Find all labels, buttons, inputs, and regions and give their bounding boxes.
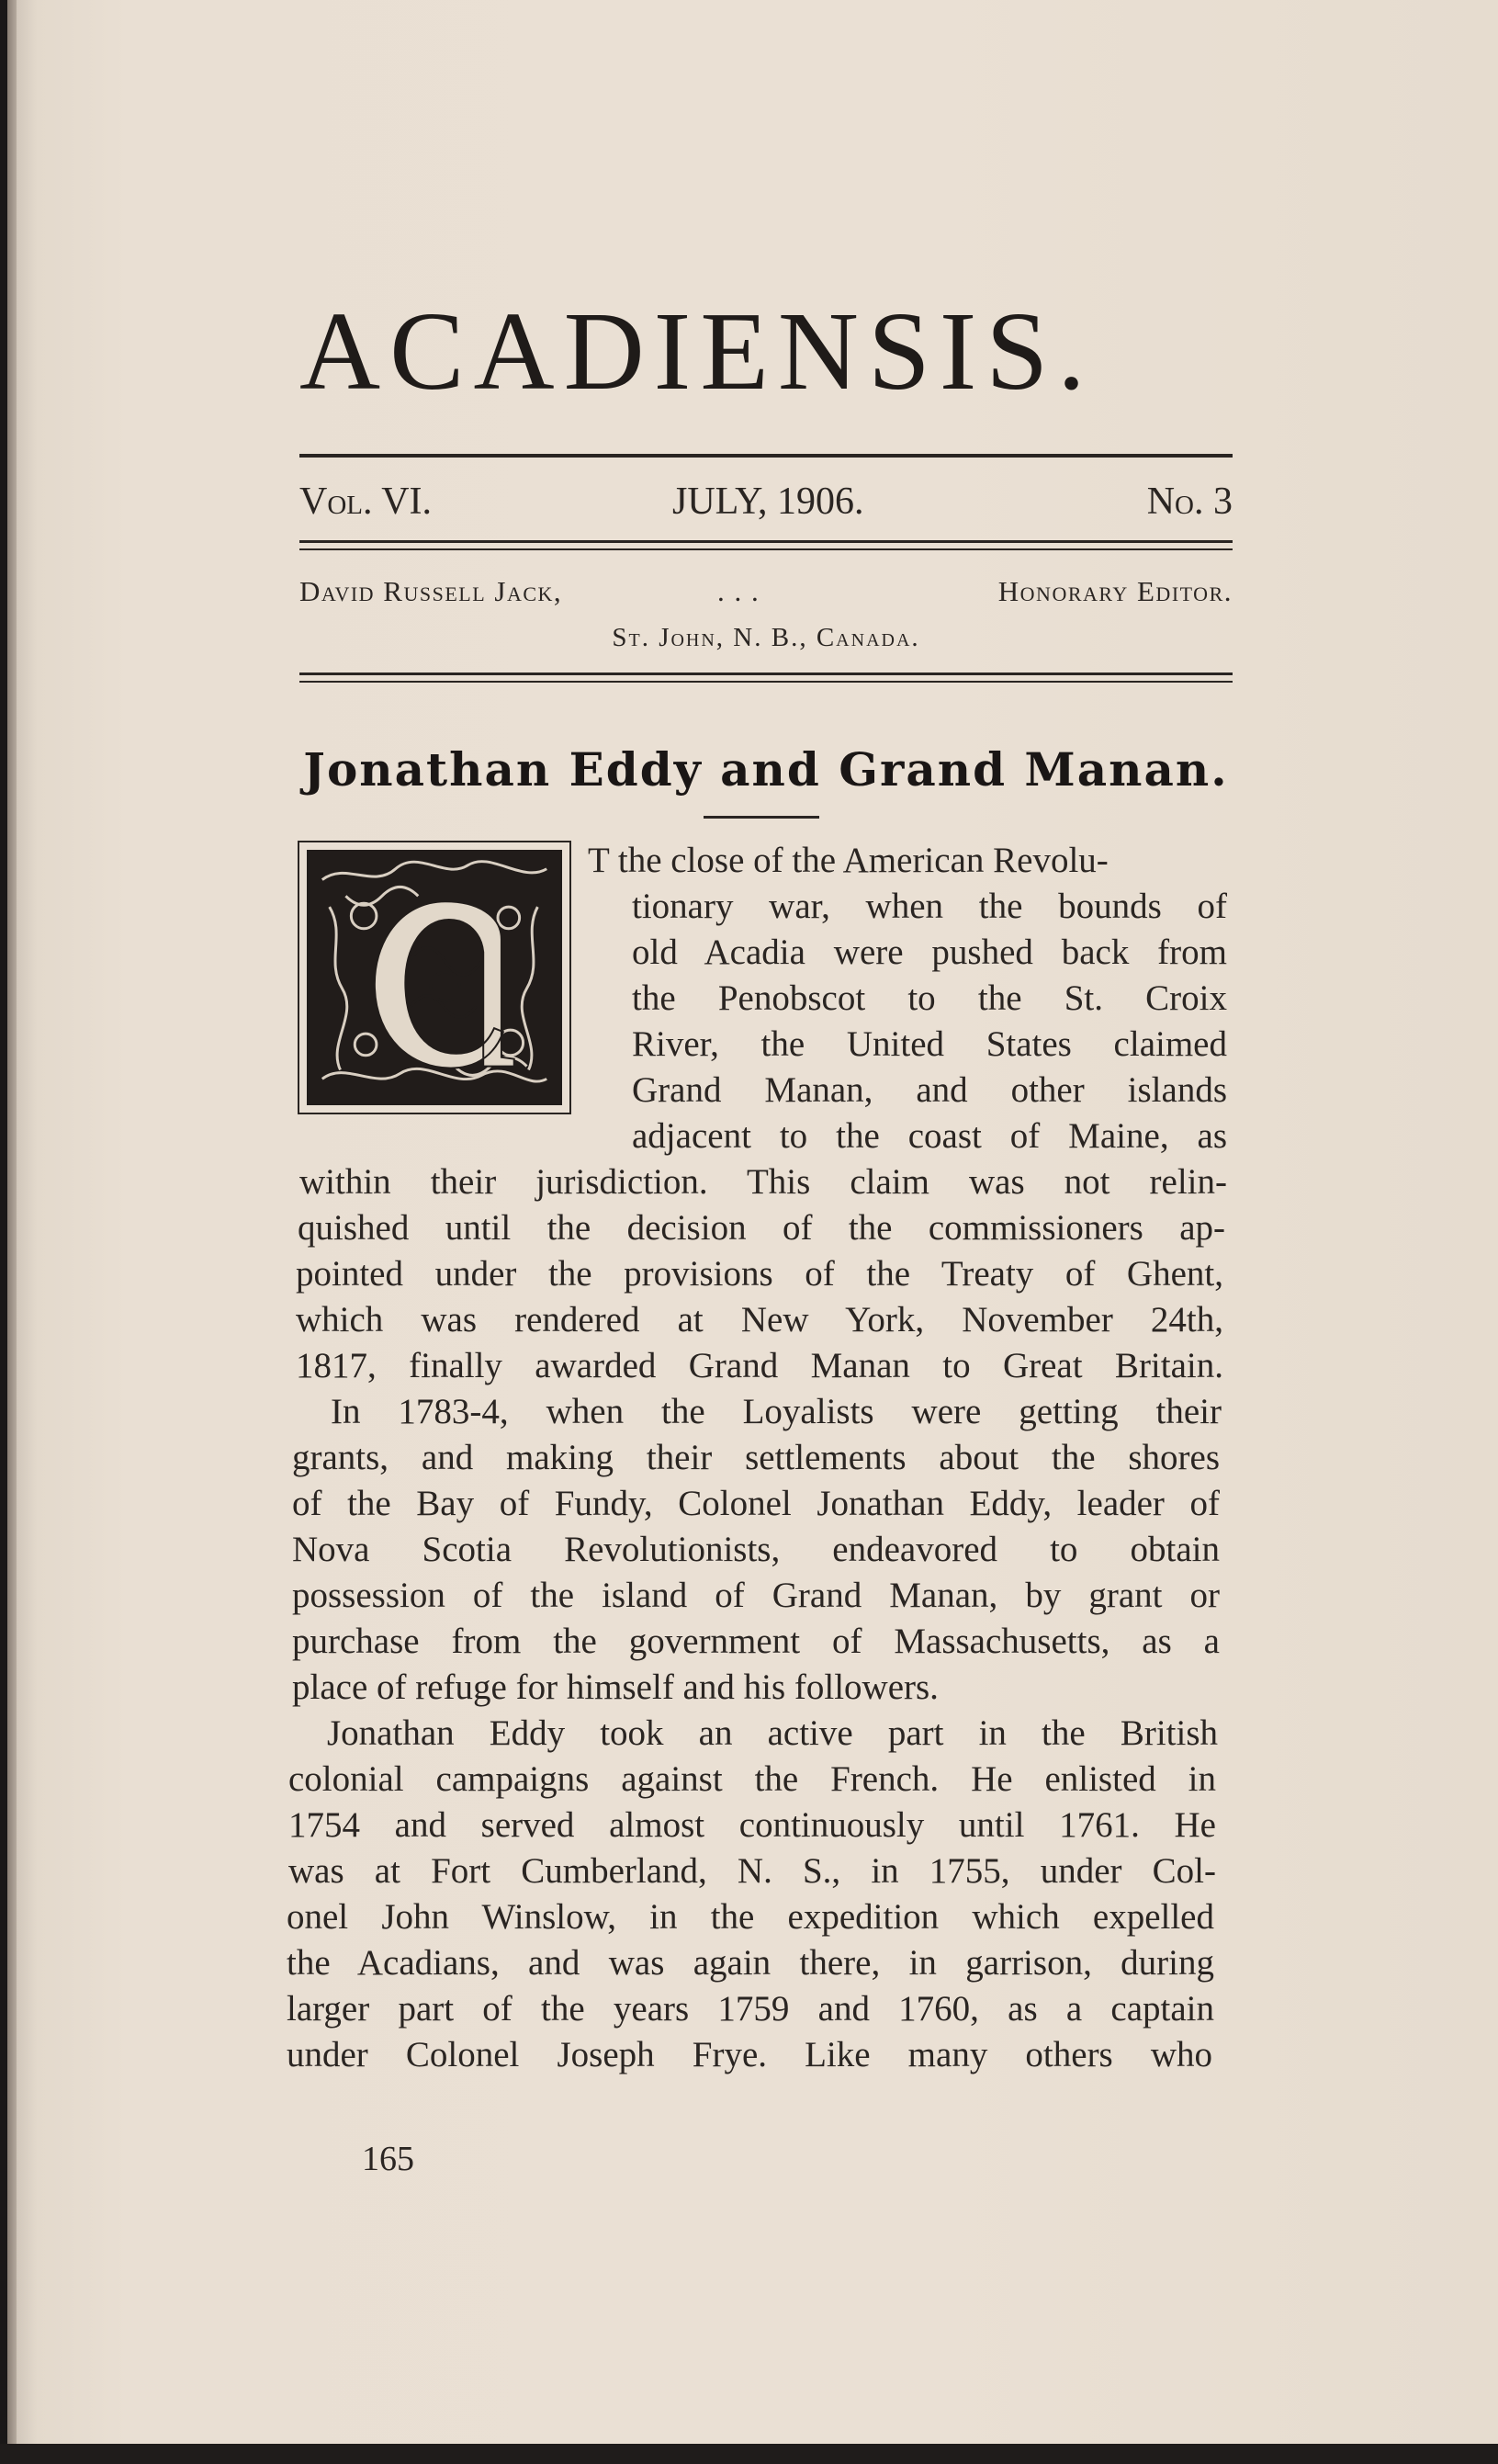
rule-top [299,454,1233,458]
editor-line [299,575,1233,612]
body-line-23: was at Fort Cumberland, N. S., in 1755, under Col- [288,1851,1216,1891]
body-line-25: the Acadians, and was again there, in garrison, during [287,1943,1214,1983]
body-line-7: adjacent to the coast of Maine, as [632,1116,1227,1156]
editor-dots: . . . [717,575,760,607]
body-line-24: onel John Winslow, in the expedition which expelled [287,1897,1214,1937]
body-line-9: quished until the decision of the commissioners ap- [298,1208,1225,1248]
drop-cap-art [310,853,559,1102]
body-line-14: grants, and making their settlements about the shores [292,1438,1220,1477]
body-line-17: possession of the island of Grand Manan, by grant or [292,1576,1220,1615]
masthead-title: ACADIENSIS. [299,289,1095,413]
body-line-11: which was rendered at New York, November 24th, [296,1300,1223,1339]
body-line-5: River, the United States claimed [632,1024,1227,1064]
page-number: 165 [362,2140,414,2178]
body-line-21: colonial campaigns against the French. He enlisted in [288,1759,1216,1799]
rule-editor-2 [299,681,1233,683]
body-line-16: Nova Scotia Revolutionists, endeavored to obtain [292,1530,1220,1569]
body-line-22: 1754 and served almost continuously until 1761. He [288,1805,1216,1845]
body-line-10: pointed under the provisions of the Treaty of Ghent, [296,1254,1223,1294]
article-title: Jonathan Eddy and Grand Manan. [303,742,1229,797]
drop-cap-ornament [307,850,562,1105]
body-line-12: 1817, finally awarded Grand Manan to Great Britain. [296,1346,1223,1385]
body-line-1: T the close of the American Revolu- [588,841,1109,880]
editor-place: St. John, N. B., Canada. [612,623,920,652]
body-line-18: purchase from the government of Massachusetts, as a [292,1622,1220,1661]
rule-issue-1 [299,540,1233,543]
editor-role: Honorary Editor. [997,575,1233,607]
volume-label: Vol. VI. [299,480,433,523]
issue-line [299,480,1233,526]
title-underline [704,816,819,819]
rule-issue-2 [299,548,1233,550]
book-page [7,0,1498,2444]
body-line-6: Grand Manan, and other islands [632,1070,1227,1110]
body-line-4: the Penobscot to the St. Croix [632,978,1227,1018]
body-line-8: within their jurisdiction. This claim was not relin- [299,1162,1227,1202]
body-line-19: place of refuge for himself and his followers. [292,1667,939,1707]
editor-name: David Russell Jack, [299,575,563,607]
scan-bottom-edge [0,2444,1498,2464]
body-line-13: In 1783-4, when the Loyalists were getting their [331,1392,1222,1431]
rule-editor-1 [299,673,1233,675]
body-line-27: under Colonel Joseph Frye. Like many others who [287,2035,1212,2074]
body-line-15: of the Bay of Fundy, Colonel Jonathan Eddy, leader of [292,1484,1220,1523]
issue-number: No. 3 [1146,480,1233,523]
binding-edge [7,0,17,2444]
body-line-3: old Acadia were pushed back from [632,932,1227,972]
body-line-20: Jonathan Eddy took an active part in the British [327,1713,1218,1753]
body-line-26: larger part of the years 1759 and 1760, as a captain [287,1989,1214,2029]
issue-date: JULY, 1906. [672,480,864,523]
body-line-2: tionary war, when the bounds of [632,887,1227,926]
drop-cap [298,841,571,1114]
